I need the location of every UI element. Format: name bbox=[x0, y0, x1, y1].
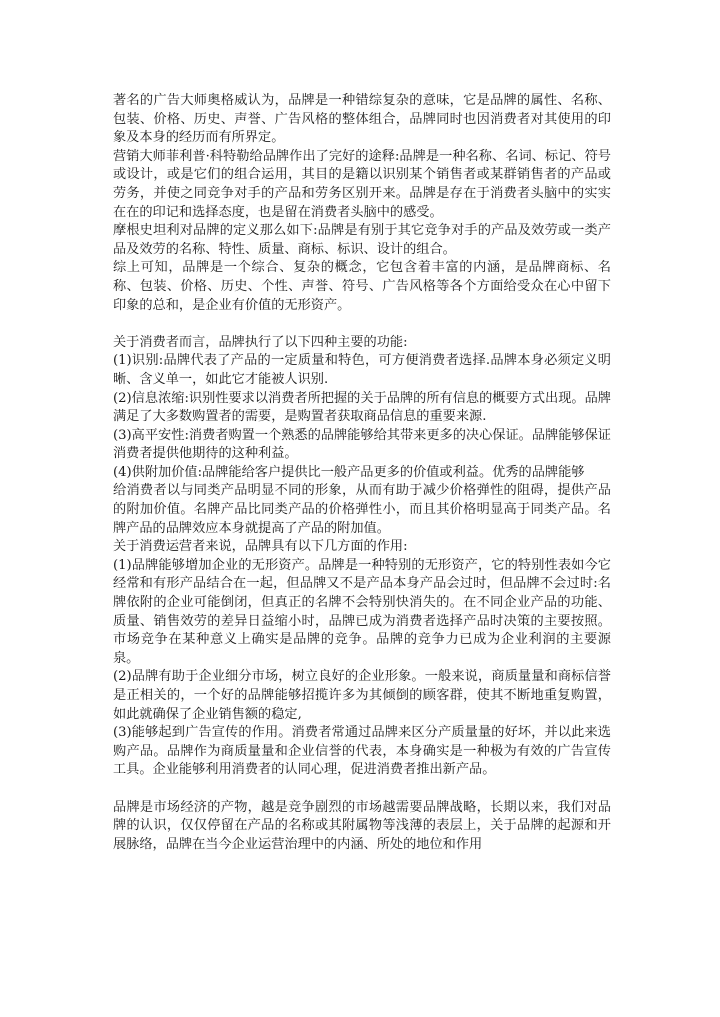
paragraph-morgan-stanley: 摩根史坦利对品牌的定义那么如下:品牌是有别于其它竞争对手的产品及效劳或一类产品及效劳的名称、特性、质量、商标、标识、设计的组合。 bbox=[113, 223, 611, 257]
paragraph-ogilvy: 著名的广告大师奥格威认为，品牌是一种错综复杂的意味，它是品牌的属性、名称、包装、价格、历史、声誉、广告风格的整体组合，品牌同时也因消费者对其使用的印象及本身的经历而有所界定。 bbox=[113, 93, 611, 146]
paragraph-summary: 综上可知，品牌是一个综合、复杂的概念，它包含着丰富的内涵，是品牌商标、名称、包装、价格、历史、个性、声誉、符号、广告风格等各个方面给受众在心中留下印象的总和，是企业有价值的无形资产。 bbox=[113, 260, 611, 313]
document-body bbox=[113, 92, 611, 854]
paragraph-function-1: (1)识别:品牌代表了产品的一定质量和特色，可方便消费者选择.品牌本身必须定义明晰、含义单一，如此它才能被人识别. bbox=[113, 353, 611, 387]
paragraph-function-2: (2)信息浓缩:识别性要求以消费者所把握的关于品牌的所有信息的概要方式出现。品牌满足了大多数购置者的需要，是购置者获取商品信息的重要来源. bbox=[113, 390, 611, 425]
paragraph-function-4-continued: 给消费者以与同类产品明显不同的形象，从而有助于减少价格弹性的阻碍，提供产品的附加价值。名牌产品比同类产品的价格弹性小，而且其价格明显高于同类产品。名牌产品的品牌效应本身就提高了产品的附加值。 bbox=[113, 483, 611, 536]
paragraph-role-2: (2)品牌有助于企业细分市场，树立良好的企业形象。一般来说，商质量量和商标信誉是正相关的，一个好的品牌能够招揽许多为其倾倒的顾客群，使其不断地重复购置，如此就确保了企业销售额的稳定, bbox=[113, 669, 611, 722]
paragraph-consumer-functions-intro: 关于消费者而言，品牌执行了以下四种主要的功能: bbox=[113, 334, 408, 350]
paragraph-brand-strategy: 品牌是市场经济的产物，越是竞争剧烈的市场越需要品牌战略，长期以来，我们对品牌的认识，仅仅停留在产品的名称或其附属物等浅薄的表层上，关于品牌的起源和开展脉络，品牌在当今企业运营治理中的内涵、所处的地位和作用 bbox=[113, 799, 611, 852]
paragraph-function-3: (3)高平安性:消费者购置一个熟悉的品牌能够给其带来更多的决心保证。品牌能够保证消费者提供他期待的这种利益。 bbox=[113, 427, 611, 462]
paragraph-gap bbox=[113, 780, 611, 799]
paragraph-role-3: (3)能够起到广告宣传的作用。消费者常通过品牌来区分产质量量的好坏，并以此来选购产品。品牌作为商质量量和企业信誉的代表，本身确实是一种极为有效的广告宣传工具。企业能够利用消费者的认同心理，促进消费者推出新产品。 bbox=[113, 725, 611, 778]
paragraph-kotler: 营销大师菲利普·科特勒给品牌作出了完好的途释:品牌是一种名称、名词、标记、符号或设计，或是它们的组合运用，其目的是籍以识别某个销售者或某群销售者的产品或劳务，并使之同竞争对手的产品和劳务区别开来。品牌是存在于消费者头脑中的实实在在的印记和选择态度，也是留在消费者头脑中的感受。 bbox=[113, 148, 611, 220]
paragraph-function-4: (4)供附加价值:品牌能给客户提供比一般产品更多的价值或利益。优秀的品牌能够 bbox=[113, 464, 585, 480]
paragraph-role-1: (1)品牌能够增加企业的无形资产。品牌是一种特别的无形资产，它的特别性表如今它经常和有形产品结合在一起，但品牌又不是产品本身产品会过时，但品牌不会过时:名牌依附的企业可能倒闭，但真正的名牌不会特别快消失的。在不同企业产品的功能、质量、销售效劳的差异日益缩小时，品牌已成为消费者选择产品时决策的主要按照。市场竞争在某种意义上确实是品牌的竞争。品牌的竞争力已成为企业利润的主要源泉。 bbox=[113, 557, 611, 666]
paragraph-gap bbox=[113, 315, 611, 334]
paragraph-operator-roles-intro: 关于消费运营者来说，品牌具有以下几方面的作用: bbox=[113, 539, 408, 555]
